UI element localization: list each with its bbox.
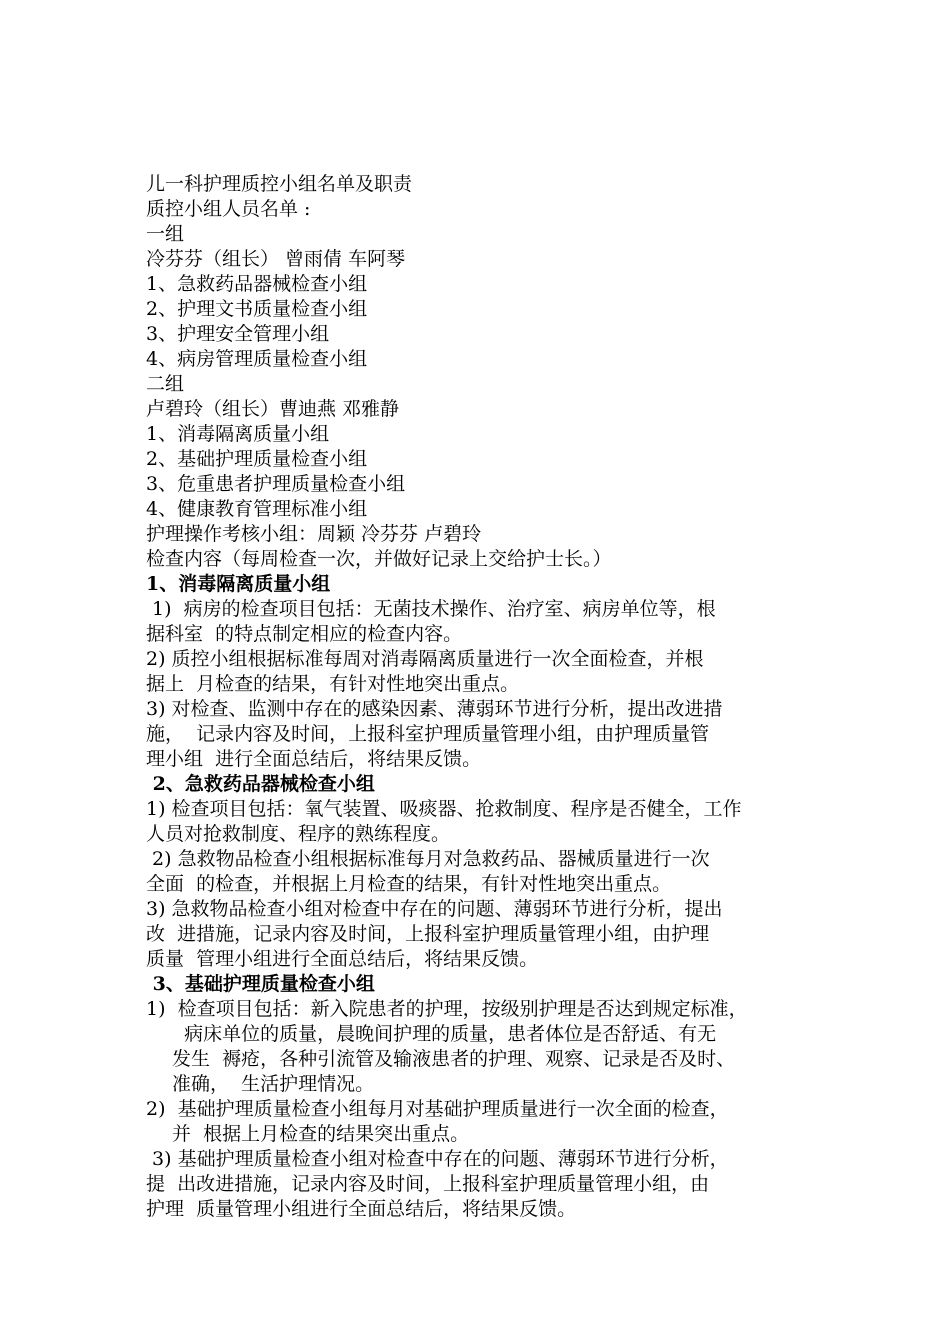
document-body [146,172,826,1222]
section3-item3-line: 3) 基础护理质量检查小组对检查中存在的问题、薄弱环节进行分析， [146,1148,729,1170]
group2-team: 1、消毒隔离质量小组 [146,423,330,445]
section2-line: 3) 急救物品检查小组对检查中存在的问题、薄弱环节进行分析，提出 [146,898,723,920]
section1-line: 理小组 进行全面总结后，将结果反馈。 [146,748,482,770]
group2-team: 2、基础护理质量检查小组 [146,448,368,470]
group1-team: 2、护理文书质量检查小组 [146,298,368,320]
group1-name: 一组 [146,223,185,245]
section3-item2-first-line: 2) 基础护理质量检查小组每月对基础护理质量进行一次全面的检查， [146,1098,729,1120]
group2-team: 4、健康教育管理标准小组 [146,498,368,520]
group1-members: 冷芬芬（组长） 曾雨倩 车阿琴 [146,248,406,270]
section1-line: 2) 质控小组根据标准每周对消毒隔离质量进行一次全面检查，并根 [146,648,704,670]
section2-heading: 2、急救药品器械检查小组 [146,773,375,795]
group1-team: 4、病房管理质量检查小组 [146,348,368,370]
section3-heading: 3、基础护理质量检查小组 [146,973,375,995]
section3-item1-line: 准确， 生活护理情况。 [172,1073,375,1095]
document-title: 儿一科护理质控小组名单及职责 [146,173,413,195]
section3-item3-line: 护理 质量管理小组进行全面总结后，将结果反馈。 [146,1198,577,1220]
section3-item3-line: 提 出改进措施，记录内容及时间，上报科室护理质量管理小组，由 [146,1173,710,1195]
section2-line: 全面 的检查，并根据上月检查的结果，有针对性地突出重点。 [146,873,672,895]
inspection-intro: 检查内容（每周检查一次，并做好记录上交给护士长。） [146,548,612,570]
assessment-team: 护理操作考核小组：周颖 冷芬芬 卢碧玲 [146,523,482,545]
section2-line: 1) 检查项目包括：氧气装置、吸痰器、抢救制度、程序是否健全，工作 [146,798,742,820]
section1-line: 3) 对检查、监测中存在的感染因素、薄弱环节进行分析，提出改进措 [146,698,723,720]
section1-line: 据上 月检查的结果，有针对性地突出重点。 [146,673,520,695]
section2-line: 质量 管理小组进行全面总结后，将结果反馈。 [146,948,539,970]
group1-team: 1、急救药品器械检查小组 [146,273,368,295]
section1-heading: 1、消毒隔离质量小组 [146,573,331,595]
section3-item1-first-line: 1) 检查项目包括：新入院患者的护理，按级别护理是否达到规定标准， [146,998,748,1020]
section2-line: 人员对抢救制度、程序的熟练程度。 [146,823,451,845]
group2-name: 二组 [146,373,185,395]
section2-line: 改 进措施，记录内容及时间，上报科室护理质量管理小组，由护理 [146,923,710,945]
section3-item1-line: 病床单位的质量，晨晚间护理的质量，患者体位是否舒适、有无 [172,1023,717,1045]
section1-line: 施， 记录内容及时间，上报科室护理质量管理小组，由护理质量管 [146,723,710,745]
group2-members: 卢碧玲（组长）曹迪燕 邓雅静 [146,398,400,420]
group2-team: 3、危重患者护理质量检查小组 [146,473,406,495]
section1-line: 1) 病房的检查项目包括：无菌技术操作、治疗室、病房单位等，根 [146,598,716,620]
section3-item2-line: 并 根据上月检查的结果突出重点。 [172,1123,470,1145]
section3-item1-line: 发生 褥疮，各种引流管及输液患者的护理、观察、记录是否及时、 [172,1048,736,1070]
roster-label: 质控小组人员名单 : [146,198,311,220]
section1-line: 据科室 的特点制定相应的检查内容。 [146,623,463,645]
section2-line: 2) 急救物品检查小组根据标准每月对急救药品、器械质量进行一次 [146,848,710,870]
group1-team: 3、护理安全管理小组 [146,323,330,345]
